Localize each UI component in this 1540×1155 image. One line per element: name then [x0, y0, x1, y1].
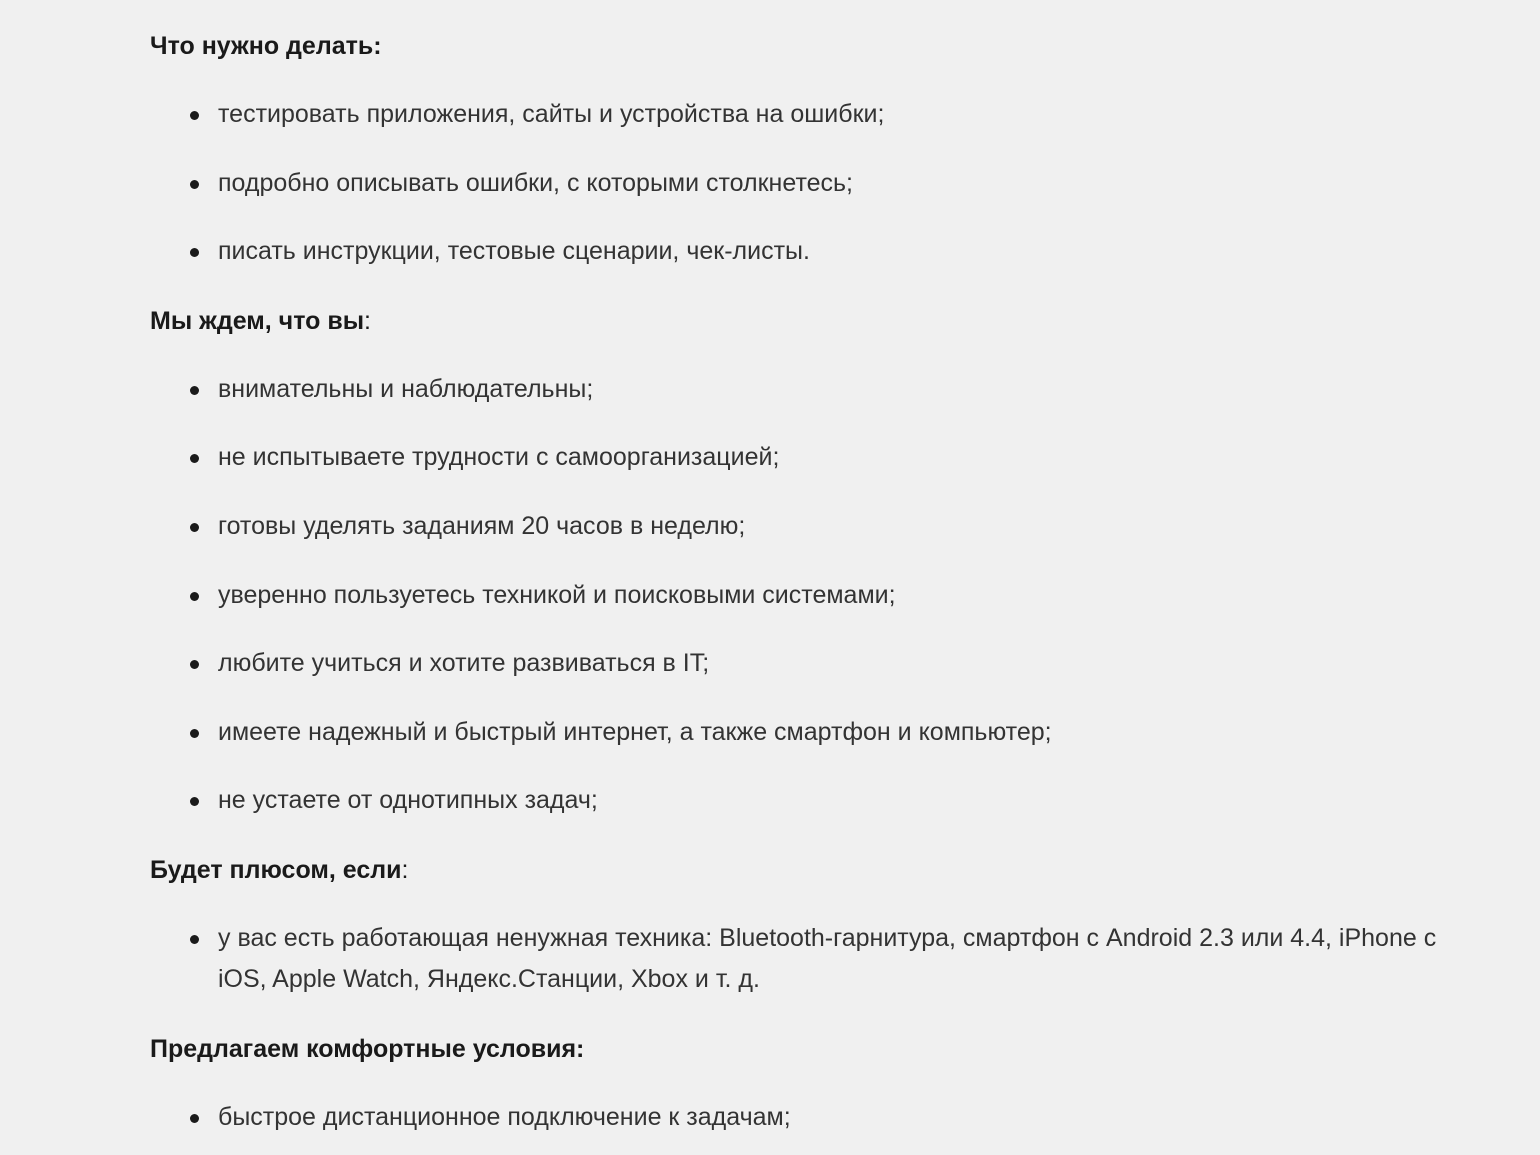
bullet-icon: [190, 729, 199, 738]
list-item: не испытываете трудности с самоорганизацией;: [218, 437, 1440, 478]
section-heading-bonus: Будет плюсом, если:: [150, 856, 409, 884]
list-item: уверенно пользуетесь техникой и поисковыми системами;: [218, 575, 1440, 616]
bullet-icon: [190, 935, 199, 944]
list-item: подробно описывать ошибки, с которыми столкнетесь;: [218, 163, 1440, 204]
list-item: писать инструкции, тестовые сценарии, чек-листы.: [218, 231, 1440, 272]
bullet-icon: [190, 660, 199, 669]
section-heading-expectations: Мы ждем, что вы:: [150, 307, 371, 335]
section-heading-conditions: Предлагаем комфортные условия:: [150, 1035, 585, 1063]
list-item: внимательны и наблюдательны;: [218, 369, 1440, 410]
bullet-icon: [190, 180, 199, 189]
list-item: не устаете от однотипных задач;: [218, 780, 1440, 821]
list-item: имеете надежный и быстрый интернет, а также смартфон и компьютер;: [218, 712, 1440, 753]
list-item: быстрое дистанционное подключение к задачам;: [218, 1097, 1440, 1138]
bullet-icon: [190, 111, 199, 120]
list-item: любите учиться и хотите развиваться в IT;: [218, 643, 1440, 684]
bullet-icon: [190, 248, 199, 257]
bullet-icon: [190, 797, 199, 806]
list-item: готовы уделять заданиям 20 часов в неделю;: [218, 506, 1440, 547]
list-item: у вас есть работающая ненужная техника: Bluetooth-гарнитура, смартфон с Android 2.3 или 4.4, iPhone с iOS, Apple Watch, Яндекс.Станции, Xbox и т. д.: [218, 918, 1440, 1000]
bullet-icon: [190, 454, 199, 463]
bullet-icon: [190, 1114, 199, 1123]
bullet-icon: [190, 523, 199, 532]
bullet-icon: [190, 386, 199, 395]
bullet-icon: [190, 592, 199, 601]
section-heading-tasks: Что нужно делать:: [150, 32, 382, 60]
list-item: тестировать приложения, сайты и устройства на ошибки;: [218, 94, 1440, 135]
